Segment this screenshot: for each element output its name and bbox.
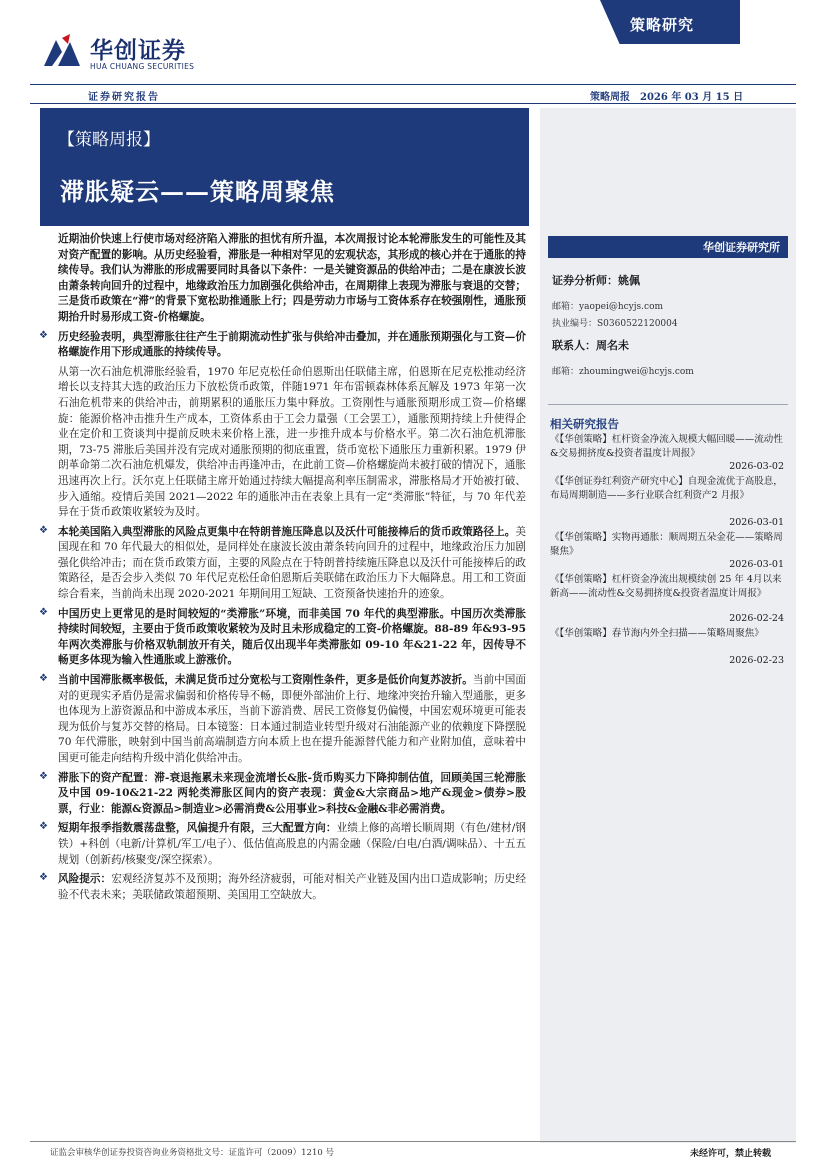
related-report-date: 2026-02-24 <box>729 613 784 624</box>
bullet-text: 宏观经济复苏不及预期；海外经济疲弱，可能对相关产业链及国内出口造成影响；历史经验不代表未来；美联储政策超预期、美国用工空缺放大。 <box>58 873 526 901</box>
summary-bullet <box>39 606 526 669</box>
logo-chinese-name: 华创证券 <box>90 38 186 64</box>
analyst-email[interactable]: 邮箱：yaopei@hcyjs.com <box>552 302 664 312</box>
bullet-bold: 短期年报季指数震荡盘整，风偏提升有限，三大配置方向： <box>58 822 337 835</box>
bullet-text: 业绩上修的高增长顺周期（有色/建材/钢铁）+科创（电新/计算机/军工/电子）、低估值高股息的内需金融（保险/白电/白酒/调味品）、十五五规划（创新药/核聚变/深空探索）。 <box>58 822 527 866</box>
sidebar-divider <box>548 404 788 405</box>
related-report-date: 2026-02-23 <box>729 655 784 666</box>
diamond-bullet-icon: ❖ <box>39 673 48 685</box>
summary-bullet <box>39 872 526 903</box>
sidebar <box>540 108 796 1143</box>
diamond-bullet-icon: ❖ <box>39 770 48 782</box>
footer-rule <box>30 1141 796 1142</box>
related-report-item[interactable]: 《【华创策略】杠杆资金净流出规模续创 25 年 4月以来新高——流动性&交易拥挤度&投资者温度计周报》 <box>550 574 782 599</box>
report-date-label: 策略周报 2026 年 03 月 15 日 <box>590 92 744 103</box>
diamond-bullet-icon: ❖ <box>39 872 48 884</box>
footer-license: 证监会审核华创证券投资咨询业务资格批文号：证监许可（2009）1210 号 <box>50 1148 334 1158</box>
bullet-bold: 中国历史上更常见的是时间较短的“类滞胀”环境，而非美国 70 年代的典型滞胀。中国历次类滞胀持续时间较短，主要由于货币政策收紧较为及时且未形成稳定的工资-价格螺旋。88-89 年&93-95 年两次类滞胀与价格双轨制放开有关，随后仅出现半年类滞胀如 09-10 年&21-22 年，因传导不畅更多体现为输入性通胀或上游涨价。 <box>58 607 526 667</box>
bullet-bold: 历史经验表明，典型滞胀往往产生于前期流动性扩张与供给冲击叠加，并在通胀预期强化与工资—价格螺旋作用下形成通胀的持续传导。 <box>58 330 526 359</box>
summary-bullet <box>39 770 526 818</box>
summary-bullet <box>39 524 526 603</box>
summary-bullet <box>39 821 527 868</box>
diamond-bullet-icon: ❖ <box>39 524 48 536</box>
institute-name: 华创证券研究所 <box>703 241 780 254</box>
bullet-text: 美国现在和 70 年代最大的相似处，是同样处在康波长波由萧条转向回升的过程中，地缘政治压力加剧强化供给冲击；而在货币政策方面，主要的风险点在于特朗普持续施压降息以及沃什可能接棒后的政策路径，是否会步入类似 70 年代尼克松任命伯恩斯后美联储在政治压力下大幅降息。用工和工资面综合看来，当前尚未出现 2020-2021 年期间用工短缺、工资预备快速抬升的迹象。 <box>58 525 526 601</box>
diamond-bullet-icon: ❖ <box>39 821 48 833</box>
bullet-text: 当前中国面对的更现实矛盾仍是需求偏弱和价格传导不畅，即便外部油价上行、地缘冲突抬升输入型通胀，更多也体现为上游资源品和中游成本承压，当前下游消费、居民工资修复仍偏慢，中国宏观环境更可能表现为低价与复苏交替的格局。日本镜鉴：日本通过制造业转型升级对石油能源产业的依赖度下降摆脱 70 年代滞胀，映射到中国当前高端制造方向本质上也在提升能源替代能力和产业附加值，意味着中国更可能走向结构升级中消化供给冲击。 <box>58 674 527 764</box>
header-rule <box>30 84 796 85</box>
page-title: 滞胀疑云——策略周聚焦 <box>60 177 335 206</box>
bullet-bold: 滞胀下的资产配置：滞-衰退拖累未来现金流增长&胀-货币购买力下降抑制估值，回顾美国三轮滞胀及中国 09-10&21-22 两轮类滞胀区间内的资产表现：黄金&大宗商品>地产&现金>债券>股票，行业：能源&资源品>制造业>必需消费&公用事业>科技&金融&非必需消费。 <box>58 771 526 815</box>
diamond-bullet-icon: ❖ <box>39 606 48 618</box>
related-report-item[interactable]: 《【华创策略】杠杆资金净流入规模大幅回暖——流动性&交易拥挤度&投资者温度计周报》 <box>550 434 783 459</box>
summary-intro-text: 近期油价快速上行使市场对经济陷入滞胀的担忧有所升温，本次周报讨论本轮滞胀发生的可能性及其对资产配置的影响。从历史经验看，滞胀是一种相对罕见的宏观状态，其形成的核心并在于通胀的持续传导。我们认为滞胀的形成需要同时具备以下条件：一是关键资源品的供给冲击；二是在康波长波由萧条转向回升的过程中，地缘政治压力加剧强化供给冲击，在周期律上表现为滞胀与衰退的交替；三是货币政策在“滞”的背景下宽松助推通胀上行；四是劳动力市场与工资体系存在较强刚性，通胀预期抬升时易形成工资-价格螺旋。 <box>58 233 526 323</box>
bullet-bold: 当前中国滞胀概率极低，未满足货币过分宽松与工资刚性条件，更多是低价向复苏波折。 <box>58 674 473 687</box>
related-report-item[interactable]: 《【华创策略】实物再通胀：顺周期五朵金花——策略周聚焦》 <box>550 532 783 557</box>
header-rule-lower <box>30 103 796 104</box>
analyst-name: 证券分析师：姚佩 <box>552 274 640 287</box>
related-report-date: 2026-03-02 <box>729 461 784 472</box>
report-type-label: 证券研究报告 <box>88 92 160 103</box>
summary-intro <box>58 232 526 326</box>
summary-body <box>39 232 527 907</box>
bullet-text: 从第一次石油危机滞胀经验看，1970 年尼克松任命伯恩斯出任联储主席，伯恩斯在尼克松推动经济增长以支持其大选的政治压力下放松货币政策，伴随1971 年布雷顿森林体系瓦解及 1973 年第一次石油危机带来的供给冲击，前期累积的通胀压力集中释放。工资刚性与通胀预期形成工资—价格螺旋：能源价格冲击推升生产成本，工资体系由于工会力量强（工会罢工），通胀预期持续上升使得企业在定价和工资谈判中提前反映未来价格上涨，进一步推升成本与价格水平。第二次石油危机滞胀期，73-75 滞胀后美国并没有完成对通胀预期的彻底重置，货币宽松下通胀压力重新积累。1979 伊朗革命第二次石油危机爆发，供给冲击再逢冲击，在此前工资—价格螺旋尚未被打破的情况下，通胀迅速再次上行。沃尔克上任联储主席开始通过持续大幅提高利率压制需求，滞胀格局才开始被打破、步入通缩。疫情后美国 2021—2022 年的通胀冲击在表象上具有一定“类滞胀”特征，与 70 年代差异在于货币政策收紧较为及时。 <box>58 365 526 519</box>
related-report-date: 2026-03-01 <box>729 517 784 528</box>
analyst-cert: 执业编号：S0360522120004 <box>552 319 678 329</box>
logo-english-name: HUA CHUANG SECURITIES <box>90 62 195 71</box>
related-report-date: 2026-03-01 <box>729 559 784 570</box>
contact-email[interactable]: 邮箱：zhoumingwei@hcyjs.com <box>552 367 694 377</box>
category-tag: 策略研究 <box>630 16 695 34</box>
diamond-bullet-icon: ❖ <box>39 329 48 341</box>
bullet-bold: 本轮美国陷入典型滞胀的风险点更集中在特朗普施压降息以及沃什可能接棒后的货币政策路径上。 <box>58 525 516 538</box>
summary-bullet <box>39 329 526 521</box>
related-report-item[interactable]: 《【华创策略】春节海内外全扫描——策略周聚焦》 <box>550 628 764 639</box>
logo-mark-icon <box>40 32 84 72</box>
related-reports-heading: 相关研究报告 <box>550 417 619 431</box>
contact-name: 联系人：周名未 <box>552 339 629 352</box>
summary-bullet <box>39 673 527 767</box>
related-report-item[interactable]: 《【华创证券红利资产研究中心】自现金流优于高股息，布局周期制造——多行业联合红利资产2 月报》 <box>550 476 783 501</box>
bullet-bold: 风险提示： <box>58 873 112 886</box>
company-logo <box>40 30 220 80</box>
section-tag: 【策略周报】 <box>58 130 160 150</box>
footer-notice: 未经许可，禁止转载 <box>690 1149 772 1159</box>
